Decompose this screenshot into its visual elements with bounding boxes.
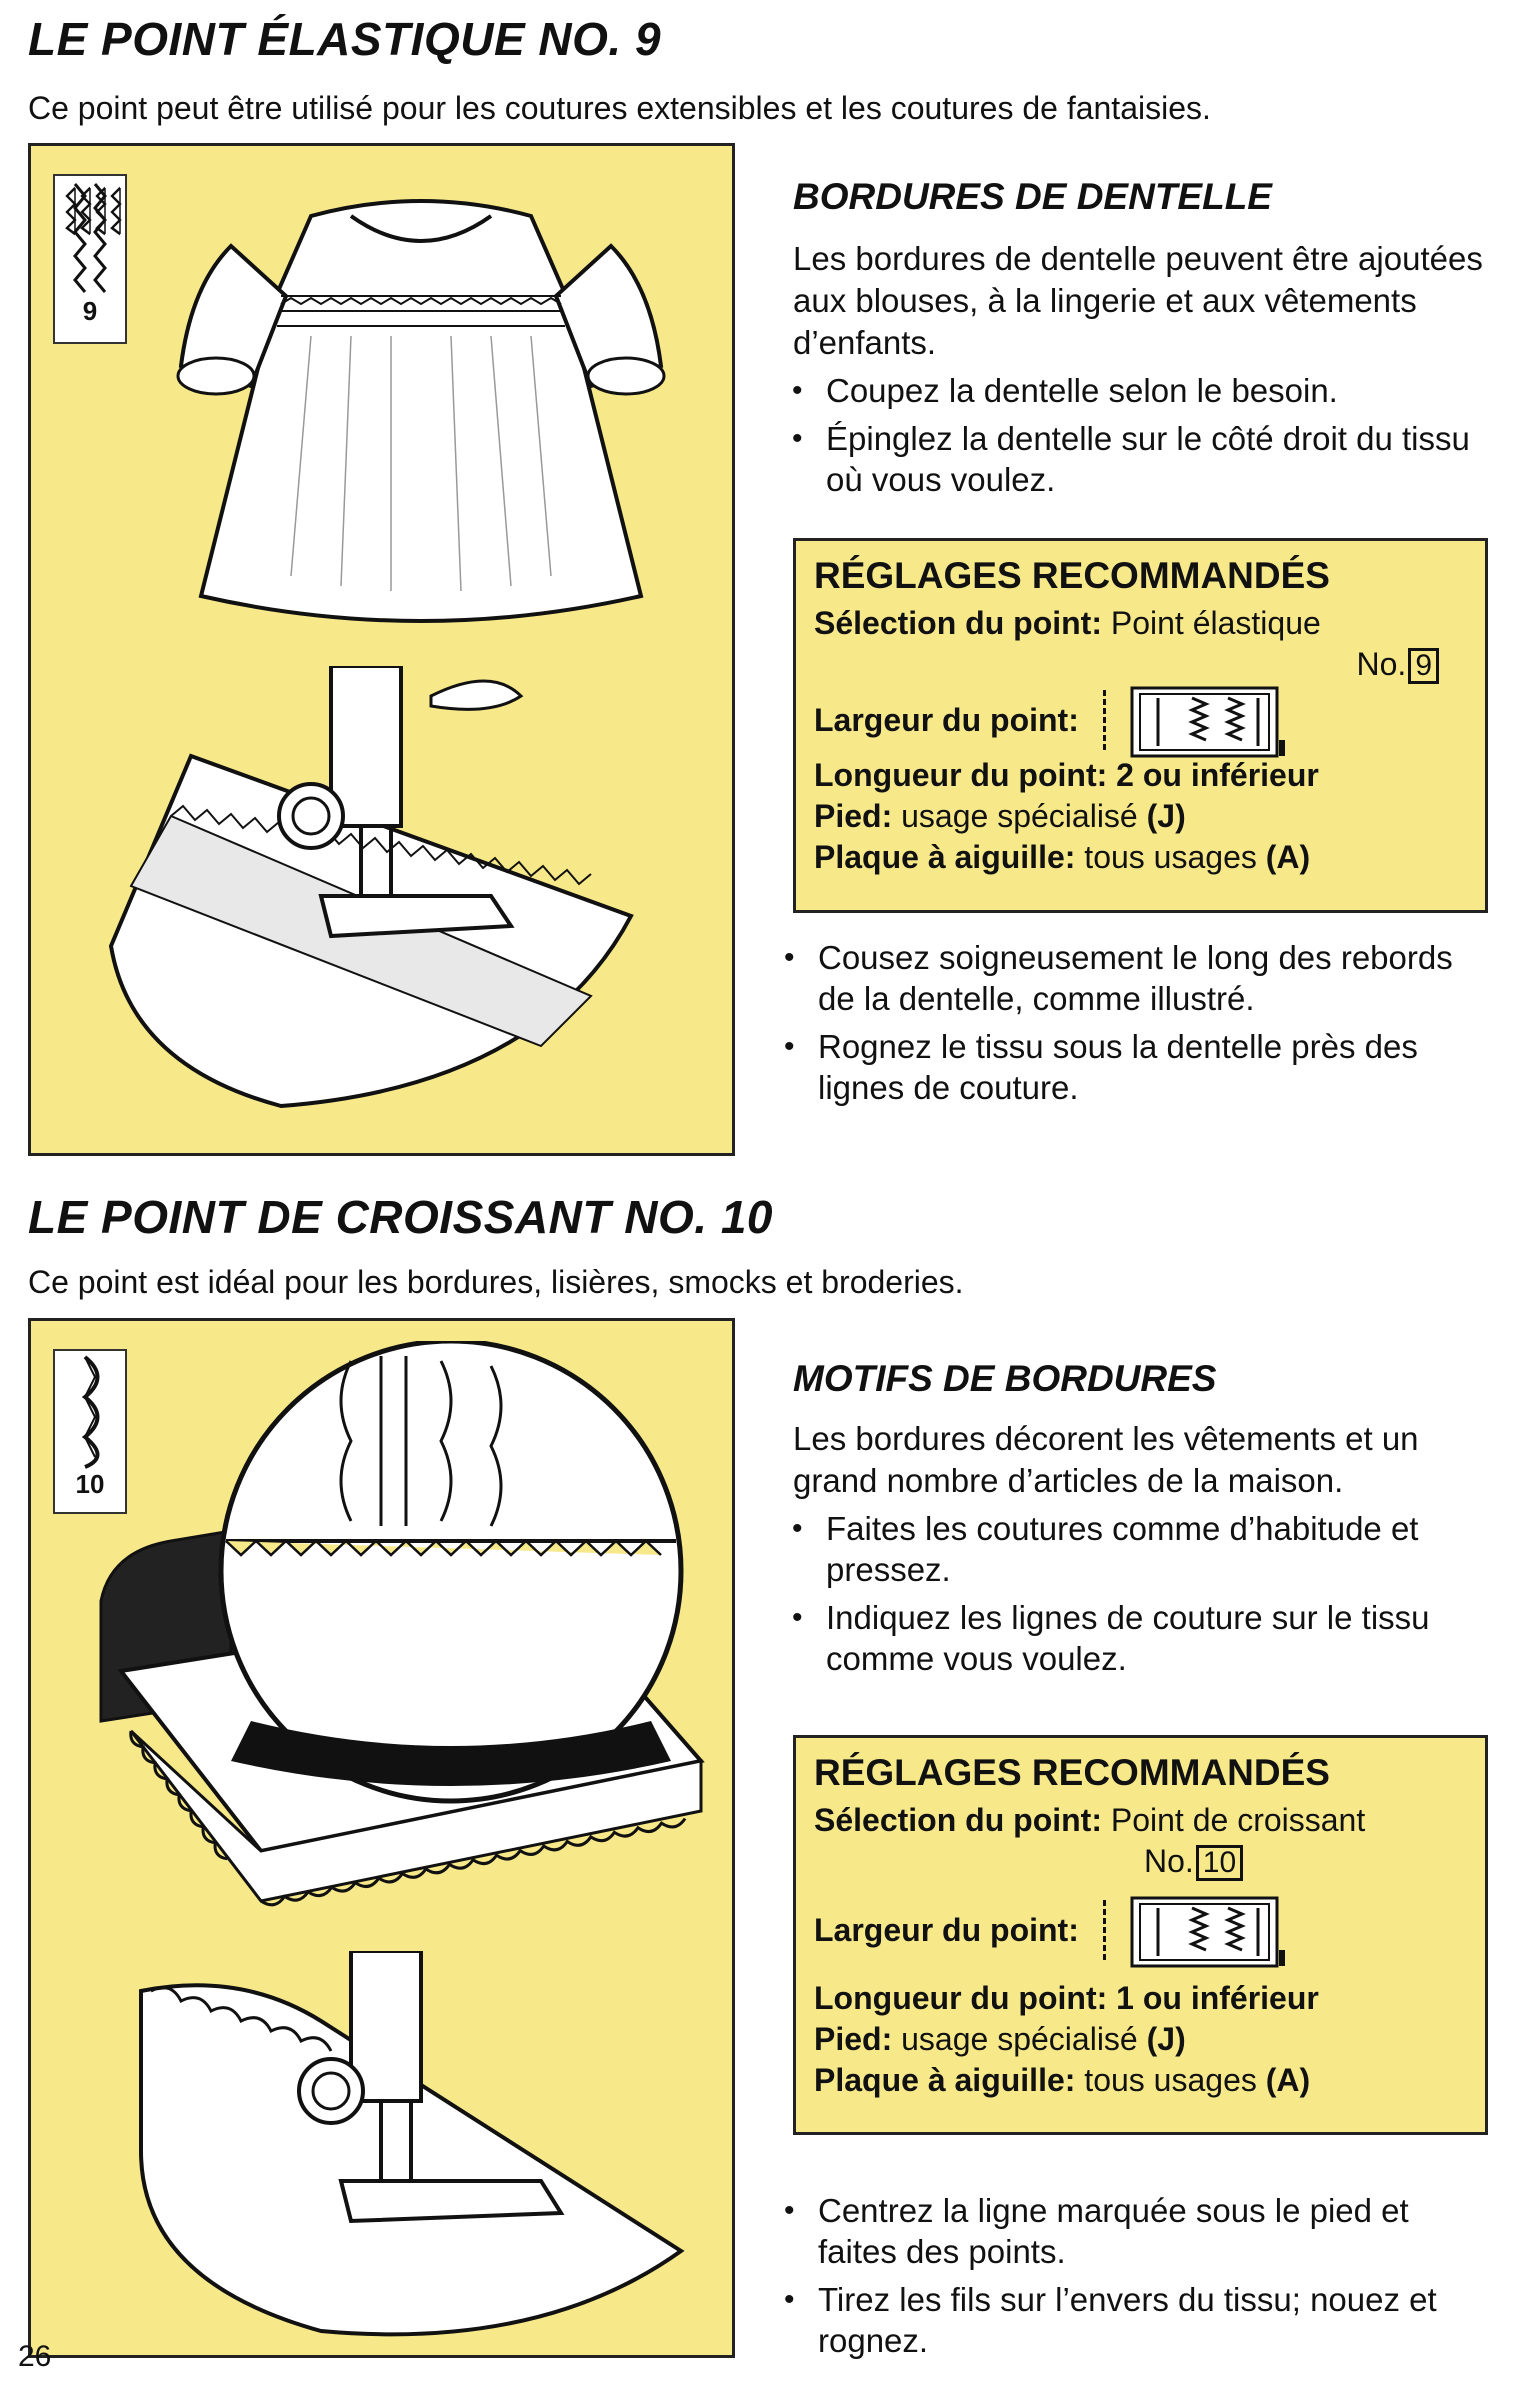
list-item: • Cousez soigneusement le long des rebords de la dentelle, comme illustré. (784, 939, 1453, 1017)
crescent-sewing-illustration (121, 1951, 721, 2341)
section2-subtitle: MOTIFS DE BORDURES (793, 1358, 1217, 1399)
stitch-number-box: 9 (1408, 648, 1439, 684)
stitch-length: Longueur du point: 1 ou inférieur (814, 1980, 1319, 2016)
stitch-number-row: No. 10 (814, 1841, 1467, 1882)
section2-bullets (790, 1508, 1490, 1686)
stitch-width-row: Largeur du point: (814, 1882, 1467, 1978)
stitch-selection: Sélection du point: Point élastique (814, 605, 1321, 641)
list-item: • Faites les coutures comme d’habitude et pressez. (792, 1510, 1419, 1588)
list-item: • Épinglez la dentelle sur le côté droit du tissu où vous voulez. (792, 420, 1470, 498)
stitch-tag-9 (53, 174, 127, 344)
needle-plate: Plaque à aiguille: tous usages (A) (814, 2062, 1311, 2098)
page-number: 26 (18, 2340, 52, 2373)
list-item: • Coupez la dentelle selon le besoin. (792, 372, 1338, 409)
stitch-width-gauge-icon (1128, 1890, 1288, 1970)
settings-box-1 (793, 538, 1488, 913)
section2-paragraph: Les bordures décorent les vêtements et un grand nombre d’articles de la maison. (793, 1420, 1419, 1499)
presser-foot: Pied: usage spécialisé (J) (814, 798, 1186, 834)
settings-header: RÉGLAGES RECOMMANDÉS (814, 555, 1330, 596)
illustration-panel-2 (28, 1318, 735, 2358)
settings-header: RÉGLAGES RECOMMANDÉS (814, 1752, 1330, 1793)
bed-border-illustration (61, 1341, 731, 1941)
settings-box-2 (793, 1735, 1488, 2135)
stitch-number-box: 10 (1196, 1845, 1243, 1881)
section2-intro: Ce point est idéal pour les bordures, lisières, smocks et broderies. (28, 1264, 964, 1300)
presser-foot: Pied: usage spécialisé (J) (814, 2021, 1186, 2057)
dress-illustration (171, 176, 671, 696)
section2-title: LE POINT DE CROISSANT NO. 10 (28, 1191, 773, 1243)
stitch-number-9: 9 (82, 296, 98, 326)
stitch-width-row: Largeur du point: (814, 685, 1467, 755)
section1-bullets-after (782, 937, 1492, 1115)
list-item: • Indiquez les lignes de couture sur le tissu comme vous voulez. (792, 1599, 1430, 1677)
stitch-width-gauge-icon (1128, 680, 1288, 760)
illustration-panel-1 (28, 143, 735, 1156)
list-item: • Centrez la ligne marquée sous le pied et faites des points. (784, 2192, 1409, 2270)
section1-subtitle: BORDURES DE DENTELLE (793, 176, 1272, 217)
list-item: • Rognez le tissu sous la dentelle près des lignes de couture. (784, 1028, 1418, 1106)
section2-bullets-after (782, 2190, 1492, 2368)
section1-title: LE POINT ÉLASTIQUE NO. 9 (28, 13, 662, 65)
list-item: • Tirez les fils sur l’envers du tissu; nouez et rognez. (784, 2281, 1437, 2359)
stitch-length: Longueur du point: 2 ou inférieur (814, 757, 1319, 793)
section1-paragraph: Les bordures de dentelle peuvent être ajoutées aux blouses, à la lingerie et aux vêtements d’enfants. (793, 240, 1483, 361)
stitch-number-10: 10 (75, 1469, 105, 1499)
width-dial-marker (1103, 1900, 1110, 1960)
needle-plate: Plaque à aiguille: tous usages (A) (814, 839, 1311, 875)
lace-sewing-illustration (71, 666, 711, 1136)
elastic-stitch-icon (55, 176, 125, 296)
section1-intro: Ce point peut être utilisé pour les coutures extensibles et les coutures de fantaisies. (28, 90, 1211, 126)
width-dial-marker (1103, 690, 1110, 750)
stitch-selection: Sélection du point: Point de croissant (814, 1802, 1366, 1838)
stitch-number-row: No. 9 (814, 644, 1467, 685)
section1-bullets (790, 370, 1490, 507)
